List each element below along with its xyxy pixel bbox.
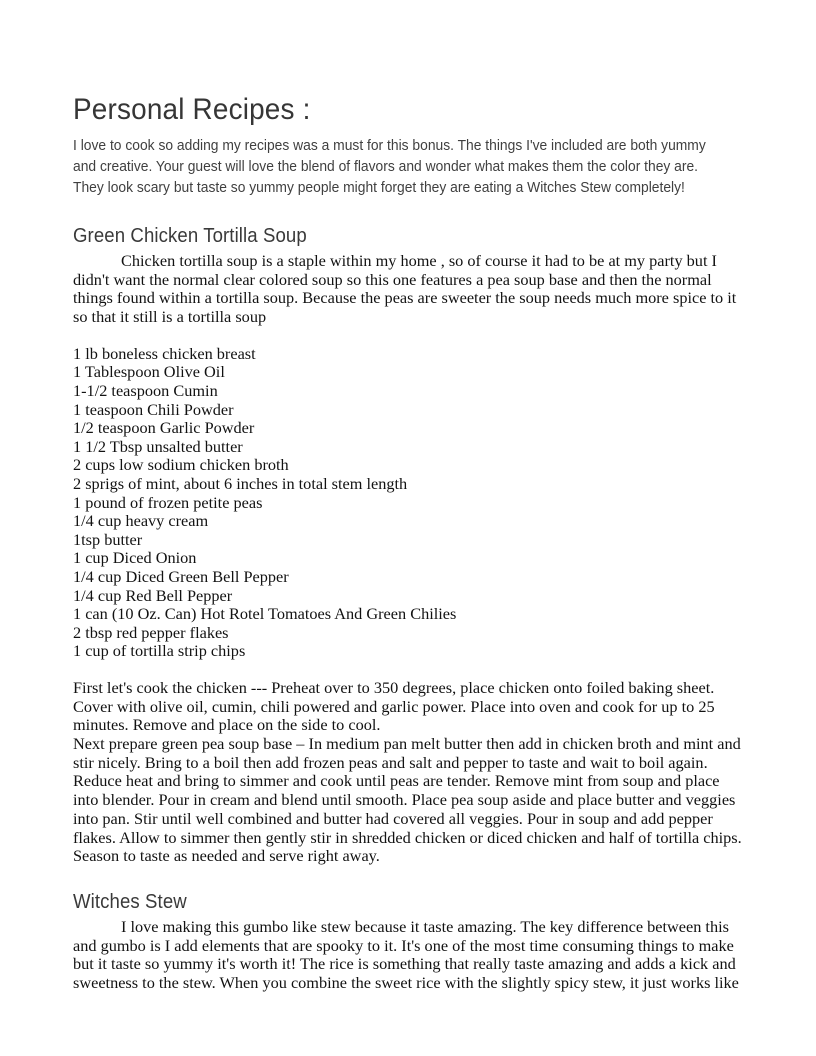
document-content [73,0,743,993]
list-item: 2 cups low sodium chicken broth [73,455,289,475]
list-item: 1-1/2 teaspoon Cumin [73,381,218,400]
section-heading-green-chicken-tortilla-soup: Green Chicken Tortilla Soup [73,225,307,247]
page-title: Personal Recipes : [73,93,311,126]
list-item: 1 pound of frozen petite peas [73,492,263,512]
instruction-paragraph: First let's cook the chicken --- Preheat over to 350 degrees, place chicken onto foiled baking sheet. Cover with olive oil, cumin, chili powered and garlic power. Place into oven and cook for up to 25 minutes. Remove and place on the side to cool. [73,677,715,735]
list-item: 1 Tablespoon Olive Oil [73,362,225,382]
stew-description-paragraph: I love making this gumbo like stew because it taste amazing. The key difference between this and gumbo is I add elements that are spooky to it. It's one of the most time consuming things to make but it taste so yummy it's worth it! The rice is something that really taste amazing and adds a kick and sweetness to the stew. When you combine the sweet rice with the slightly spicy stew, it just works like [73,916,739,993]
instruction-paragraph: Next prepare green pea soup base – In medium pan melt butter then add in chicken broth and mint and stir nicely. Bring to a boil then add frozen peas and salt and pepper to taste and wait to boil again. Reduce heat and bring to simmer and cook until peas are tender. Remove mint from soup and place into blender. Pour in cream and blend until smooth. Place pea soup aside and place butter and veggies into pan. Stir until well combined and butter had covered all veggies. Pour in soup and add pepper flakes. Allow to simmer then gently stir in shredded chicken or diced chicken and half of tortilla chips. Season to taste as needed and serve right away. [73,734,742,866]
list-item: 2 tbsp red pepper flakes [73,622,229,642]
list-item: 1/2 teaspoon Garlic Powder [73,418,255,438]
list-item: 1 can (10 Oz. Can) Hot Rotel Tomatoes And Green Chilies [73,604,457,624]
list-item: 1 lb boneless chicken breast [73,343,256,363]
list-item: 2 sprigs of mint, about 6 inches in total stem length [73,473,408,493]
list-item: 1tsp butter [73,529,143,549]
soup-description-paragraph: Chicken tortilla soup is a staple within my home , so of course it had to be at my party but I didn't want the normal clear colored soup so this one features a pea soup base and then the normal things found within a tortilla soup. Because the peas are sweeter the soup needs much more spice to it so that it still is a tortilla soup [73,251,737,327]
list-item: 1 cup Diced Onion [73,548,197,568]
soup-instructions [73,679,743,866]
list-item: 1/4 cup heavy cream [73,511,209,531]
list-item: 1/4 cup Diced Green Bell Pepper [73,566,289,586]
intro-paragraph: I love to cook so adding my recipes was a must for this bonus. The things I've included are both yummy and creative. Your guest will love the blend of flavors and wonder what makes them the color they are. They look scary but taste so yummy people might forget they are eating a Witches Stew completely! [73,138,706,196]
list-item: 1/4 cup Red Bell Pepper [73,585,233,605]
soup-ingredient-list [73,345,743,661]
section-heading-witches-stew: Witches Stew [73,890,187,913]
list-item: 1 teaspoon Chili Powder [73,399,234,419]
list-item: 1 cup of tortilla strip chips [73,641,246,661]
list-item: 1 1/2 Tbsp unsalted butter [73,436,243,456]
